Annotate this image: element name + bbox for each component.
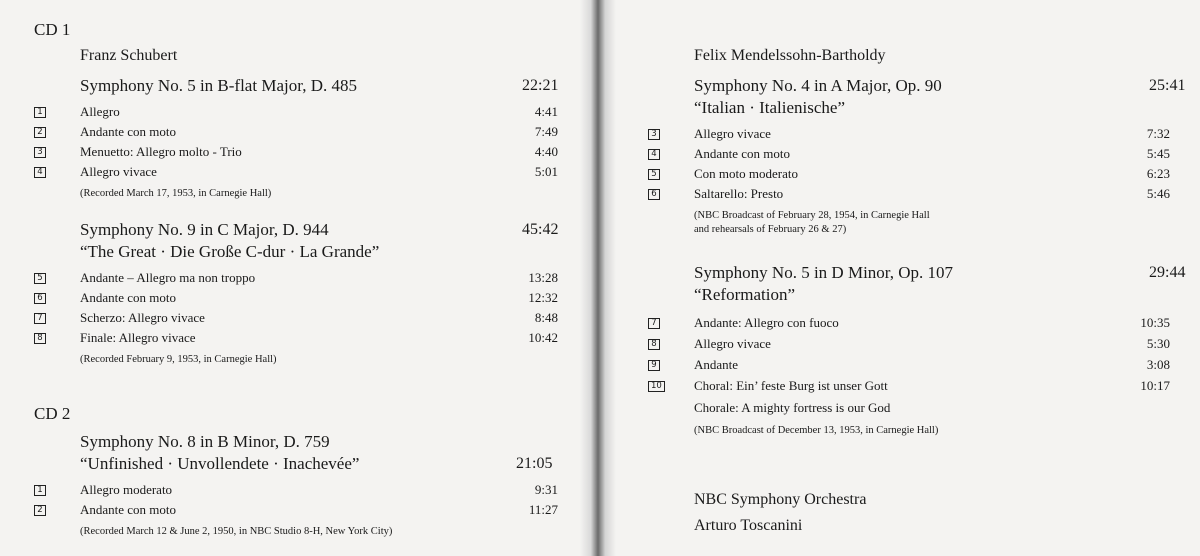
symphony-subtitle: “Unfinished · Unvollendete · Inachevée” (80, 454, 360, 473)
track-duration: 6:23 (1146, 166, 1170, 181)
track-duration: 5:01 (534, 164, 558, 179)
track-duration: 12:32 (528, 290, 558, 305)
track-duration: 5:30 (1146, 336, 1170, 351)
conductor-credit: Arturo Toscanini (694, 517, 803, 534)
symphony-title: Symphony No. 5 in D Minor, Op. 107 (694, 263, 954, 282)
track-duration: 10:35 (1140, 315, 1170, 330)
track-number-badge: 3 (34, 147, 46, 158)
track-title: Andante (694, 357, 739, 372)
track-number-badge: 4 (648, 149, 660, 160)
track-duration: 9:31 (534, 482, 558, 497)
track-duration: 4:40 (534, 144, 558, 159)
cd1-label: CD 1 (34, 20, 71, 39)
track-number-badge: 2 (34, 505, 46, 516)
track-number-badge: 8 (648, 339, 660, 350)
track-duration: 7:32 (1146, 126, 1170, 141)
track-number-badge: 10 (648, 381, 665, 392)
track-duration: 7:49 (534, 124, 558, 139)
track-title: Allegro vivace (694, 336, 771, 351)
track-number-badge: 1 (34, 485, 46, 496)
track-number-badge: 4 (34, 167, 46, 178)
track-title: Andante con moto (80, 502, 177, 517)
track-duration: 5:45 (1146, 146, 1170, 161)
left-page (0, 0, 588, 556)
cd2-label: CD 2 (34, 404, 71, 423)
symphony-subtitle: “Reformation” (694, 285, 796, 304)
track-number-badge: 6 (648, 189, 660, 200)
track-title: Allegro vivace (694, 126, 771, 141)
symphony-subtitle: “Italian · Italienische” (694, 98, 846, 117)
symphony-title: Symphony No. 5 in B-flat Major, D. 485 (80, 76, 357, 95)
recording-note: (NBC Broadcast of December 13, 1953, in Carnegie Hall) (694, 425, 939, 436)
composer-mendelssohn: Felix Mendelssohn-Bartholdy (694, 47, 886, 64)
track-number-badge: 3 (648, 129, 660, 140)
track-title: Andante con moto (694, 146, 791, 161)
track-title: Allegro (80, 104, 120, 119)
track-duration: 8:48 (534, 310, 558, 325)
composer-schubert: Franz Schubert (80, 47, 178, 64)
track-duration: 5:46 (1146, 186, 1170, 201)
track-duration: 3:08 (1146, 357, 1170, 372)
track-number-badge: 7 (648, 318, 660, 329)
orchestra-credit: NBC Symphony Orchestra (694, 491, 867, 508)
track-title: Andante – Allegro ma non troppo (80, 270, 256, 285)
symphony-duration: 21:05 (516, 455, 553, 472)
track-title: Andante: Allegro con fuoco (694, 315, 839, 330)
booklet-gutter (580, 0, 616, 556)
track-number-badge: 5 (34, 273, 46, 284)
track-title: Scherzo: Allegro vivace (80, 310, 205, 325)
symphony-title: Symphony No. 9 in C Major, D. 944 (80, 220, 329, 239)
track-title: Choral: Ein’ feste Burg ist unser Gott (694, 378, 888, 393)
recording-note-line2: and rehearsals of February 26 & 27) (694, 224, 847, 235)
track-number-badge: 9 (648, 360, 660, 371)
right-page (612, 0, 1200, 556)
symphony-duration: 45:42 (522, 221, 559, 238)
track-number-badge: 2 (34, 127, 46, 138)
track-title: Finale: Allegro vivace (80, 330, 196, 345)
recording-note: (Recorded February 9, 1953, in Carnegie Hall) (80, 354, 277, 365)
track-number-badge: 8 (34, 333, 46, 344)
track-number-badge: 5 (648, 169, 660, 180)
recording-note: (Recorded March 12 & June 2, 1950, in NBC Studio 8-H, New York City) (80, 526, 393, 537)
track-duration: 11:27 (528, 502, 558, 517)
symphony-duration: 29:44 (1149, 264, 1186, 281)
recording-note: (Recorded March 17, 1953, in Carnegie Hall) (80, 188, 272, 199)
track-title: Allegro moderato (80, 482, 173, 497)
track-duration: 10:17 (1140, 378, 1170, 393)
track-number-badge: 6 (34, 293, 46, 304)
symphony-duration: 22:21 (522, 77, 559, 94)
track-duration: 13:28 (528, 270, 558, 285)
track-title: Andante con moto (80, 290, 177, 305)
symphony-subtitle: “The Great · Die Große C-dur · La Grande” (80, 242, 380, 261)
track-duration: 4:41 (534, 104, 558, 119)
track-title: Con moto moderato (694, 166, 798, 181)
track-duration: 10:42 (528, 330, 558, 345)
symphony-duration: 25:41 (1149, 77, 1186, 94)
track-title: Saltarello: Presto (694, 186, 784, 201)
track-number-badge: 1 (34, 107, 46, 118)
symphony-title: Symphony No. 8 in B Minor, D. 759 (80, 432, 330, 451)
recording-note-line1: (NBC Broadcast of February 28, 1954, in Carnegie Hall (694, 210, 930, 221)
track-number-badge: 7 (34, 313, 46, 324)
chorale-translation: Chorale: A mighty fortress is our God (694, 400, 891, 415)
track-title: Allegro vivace (80, 164, 157, 179)
track-title: Menuetto: Allegro molto - Trio (80, 144, 242, 159)
symphony-title: Symphony No. 4 in A Major, Op. 90 (694, 76, 942, 95)
track-title: Andante con moto (80, 124, 177, 139)
